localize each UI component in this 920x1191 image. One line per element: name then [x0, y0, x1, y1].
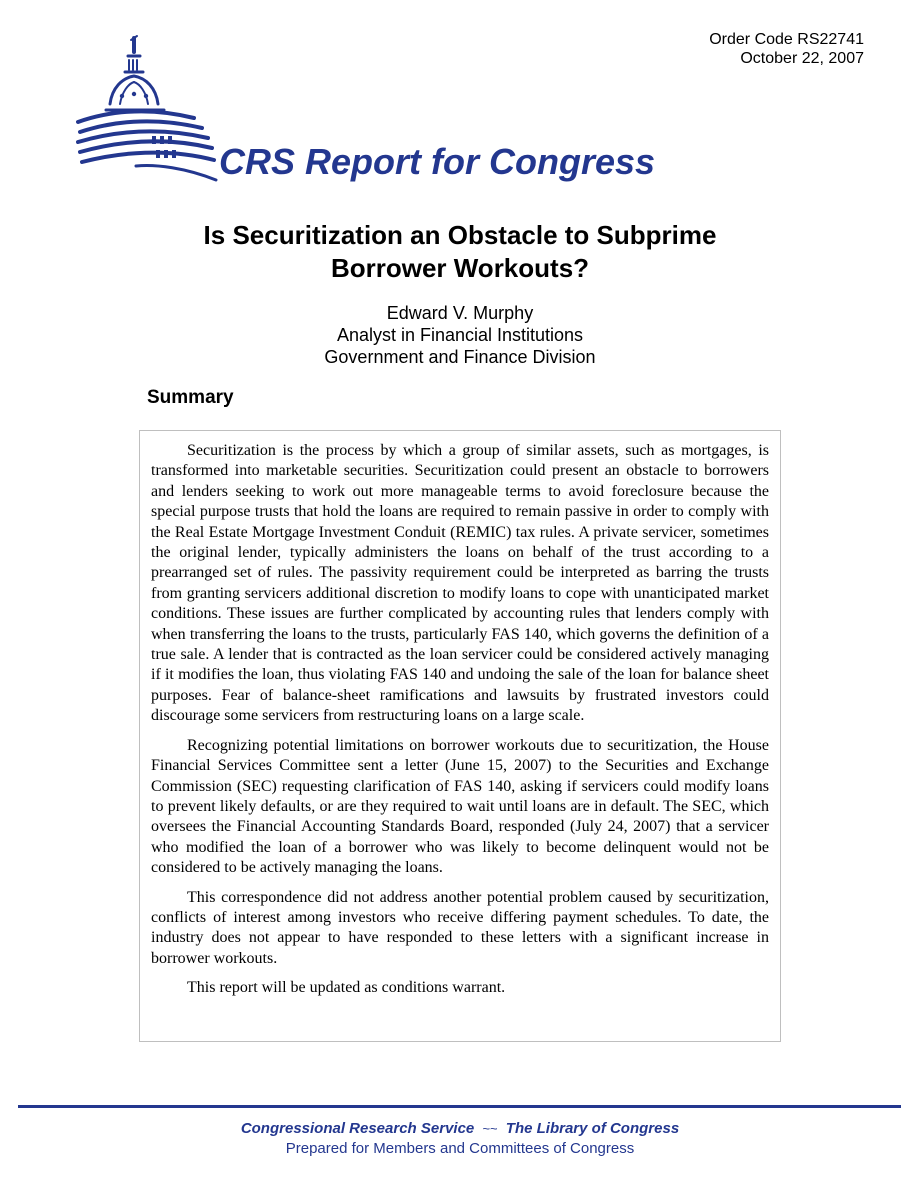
- order-code: Order Code RS22741: [709, 31, 864, 48]
- summary-paragraph: Securitization is the process by which a group of similar assets, such as mortgages, is transformed into marketable securities. Securitization could present an obstacle to borrowers and lenders seeking to work out more manageable terms to avoid foreclosure because the special purpose trusts that hold the loans are required to remain passive in order to comply with the Real Estate Mortgage Investment Conduit (REMIC) tax rules. A private servicer, sometimes the original lender, typically administers the loans on behalf of the trust according to a prearranged set of rules. The passivity requirement could be interpreted as barring the trusts from granting servicers additional discretion to modify loans to cope with unanticipated market conditions. These issues are further complicated by accounting rules that lenders comply with when transferring the loans to the trusts, particularly FAS 140, which governs the definition of a true sale. A lender that is contracted as the loan servicer could be considered actively managing if it modifies the loan, thus violating FAS 140 and undoing the sale of the loan for balance sheet purposes. Fear of balance-sheet ramifications and lawsuits by frustrated investors could discourage some servicers from restructuring loans on a large scale.: [151, 442, 769, 725]
- author-division: Government and Finance Division: [324, 347, 596, 367]
- footer-rule: [18, 1105, 901, 1108]
- report-date: October 22, 2007: [740, 50, 864, 67]
- author-title: Analyst in Financial Institutions: [336, 325, 584, 345]
- footer-separator: ~~: [482, 1121, 498, 1136]
- footer-org: Congressional Research Service: [240, 1120, 475, 1137]
- summary-text: [151, 441, 769, 1008]
- footer-library: The Library of Congress: [505, 1120, 680, 1137]
- footer-org-line: [0, 1119, 920, 1139]
- report-title: [0, 219, 920, 285]
- capitol-dome-icon: [76, 30, 226, 190]
- footer-prepared: Prepared for Members and Committees of Congress: [285, 1140, 635, 1157]
- author-name: Edward V. Murphy: [386, 303, 534, 323]
- summary-paragraph: This report will be updated as conditions warrant.: [187, 979, 506, 997]
- summary-paragraph: This correspondence did not address another potential problem caused by securitization, conflicts of interest among investors who receive differing payment schedules. To date, the industry does not appear to have responded to these letters with a significant increase in borrower workouts.: [151, 888, 769, 967]
- author-block: [0, 302, 920, 368]
- footer: [0, 1119, 920, 1159]
- summary-paragraph: Recognizing potential limitations on borrower workouts due to securitization, the House Financial Services Committee sent a letter (June 15, 2007) to the Securities and Exchange Commission (SEC) requesting clarification of FAS 140, asking if servicers could modify loans to prevent likely defaults, or are they required to wait until loans are in default. The SEC, which oversees the Financial Accounting Standards Board, responded (July 24, 2007) that a servicer who modified the loan of a borrower who was likely to become delinquent would not be considered to be actively managing the loans.: [151, 736, 769, 877]
- title-line-2: Borrower Workouts?: [330, 253, 590, 283]
- summary-heading: Summary: [147, 387, 234, 408]
- title-line-1: Is Securitization an Obstacle to Subprime: [203, 220, 717, 250]
- report-banner: CRS Report for Congress: [219, 141, 656, 182]
- order-code-block: [709, 30, 864, 68]
